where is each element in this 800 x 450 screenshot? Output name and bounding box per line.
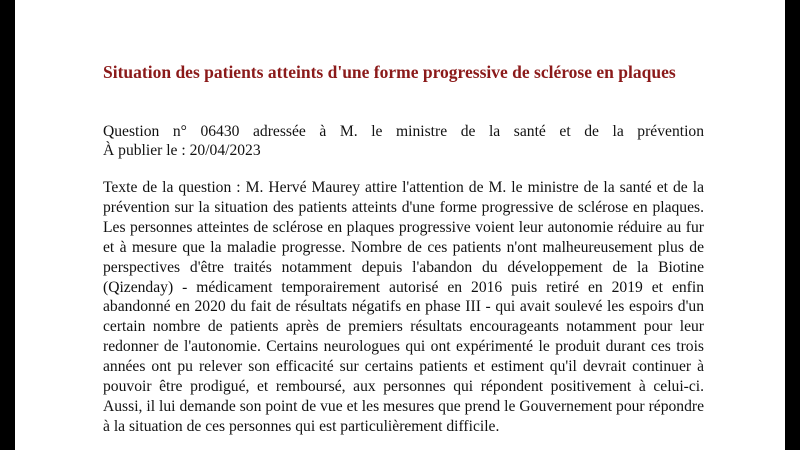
question-meta bbox=[103, 122, 704, 160]
question-title: Situation des patients atteints d'une forme progressive de sclérose en plaques bbox=[103, 62, 676, 82]
question-number-line: Question n° 06430 adressée à M. le ministre de la santé et de la prévention bbox=[103, 123, 704, 140]
publish-date-line: À publier le : 20/04/2023 bbox=[103, 142, 261, 159]
document-page bbox=[15, 0, 785, 450]
question-body-text: Texte de la question : M. Hervé Maurey attire l'attention de M. le ministre de la santé et de la prévention sur la situation des patients atteints d'une forme progressive de sclérose en plaques. Les personnes atteintes de sclérose en plaques progressive voient leur autonomie réduire au fur et à mesure que la maladie progresse. Nombre de ces patients n'ont malheureusement plus de perspectives d'être traités notamment depuis l'abandon du développement de la Biotine (Qizenday) - médicament temporairement autorisé en 2016 puis retiré en 2019 et enfin abandonné en 2020 du fait de résultats négatifs en phase III - qui avait soulevé les espoirs d'un certain nombre de patients après de premiers résultats encourageants notamment pour leur redonner de l'autonomie. Certains neurologues qui ont expérimenté le produit durant ces trois années ont pu relever son efficacité sur certains patients et estiment qu'il devrait continuer à pouvoir être prodigué, et remboursé, aux personnes qui répondent positivement à celui-ci. Aussi, il lui demande son point de vue et les mesures que prend le Gouvernement pour répondre à la situation de ces personnes qui est particulièrement difficile. bbox=[103, 179, 704, 435]
